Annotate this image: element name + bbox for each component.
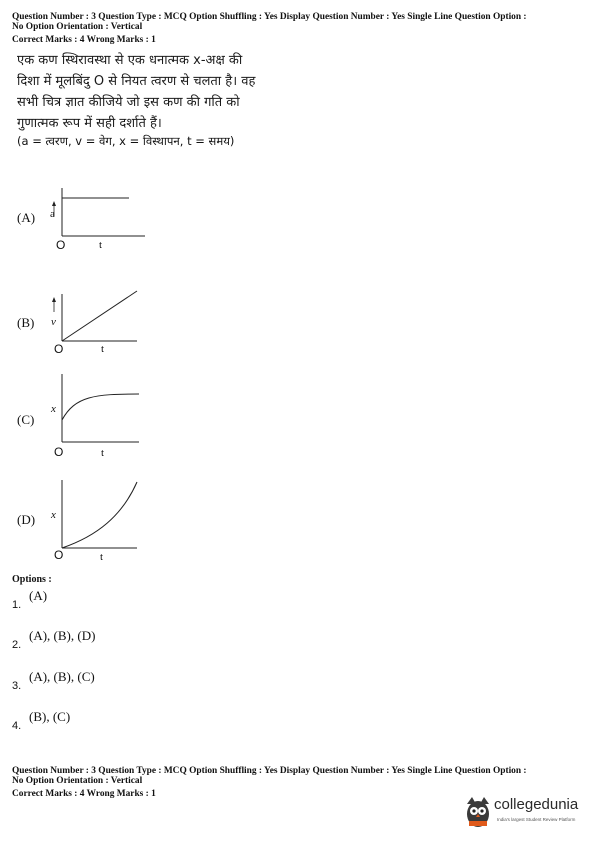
figure-tag: (B) [17, 315, 35, 330]
figure-d [17, 478, 157, 568]
question-text [17, 50, 267, 134]
question-line-3: सभी चित्र ज्ञात कीजिये जो इस कण की गति को [17, 95, 240, 110]
y-variable-label: x [51, 403, 56, 415]
figure-tag: (D) [17, 512, 36, 527]
figure-tag: (C) [17, 412, 35, 427]
graph-c [17, 372, 157, 462]
origin-label: O [56, 238, 66, 252]
figure-tag: (A) [17, 210, 36, 225]
option-text: (B), (C) [29, 709, 71, 724]
header-line-3: Correct Marks : 4 Wrong Marks : 1 [12, 35, 156, 45]
graph-d [17, 478, 157, 568]
arrowhead-icon [52, 297, 56, 302]
t-axis-label: t [99, 239, 103, 251]
linear-curve [62, 291, 137, 341]
y-variable-label: v [51, 316, 56, 328]
origin-label: O [54, 342, 64, 356]
t-axis-label: t [101, 343, 105, 355]
logo-brand-text: collegedunia [494, 796, 579, 813]
t-axis-label: t [101, 447, 105, 459]
option-text: (A), (B), (D) [29, 628, 96, 643]
collegedunia-logo [464, 792, 586, 832]
logo-tagline: India's largest Student Review Platform [497, 817, 576, 822]
question-line-4: गुणात्मक रूप में सही दर्शाते हैं। [17, 116, 162, 131]
option-number: 2. [12, 639, 22, 651]
option-text: (A) [29, 588, 48, 603]
option-number: 4. [12, 720, 22, 732]
options-heading: Options : [12, 574, 52, 585]
graph-a [17, 186, 157, 256]
header-line-2: No Option Orientation : Vertical [12, 22, 143, 32]
owl-icon [464, 792, 496, 832]
graph-b [17, 286, 157, 356]
figure-c [17, 372, 157, 462]
header-line-2: No Option Orientation : Vertical [12, 776, 143, 786]
option-number: 3. [12, 680, 22, 692]
saturating-curve [62, 394, 139, 420]
y-variable-label: x [51, 509, 56, 521]
header-line-1: Question Number : 3 Question Type : MCQ Option Shuffling : Yes Display Question Number : Yes Single Line Question Option : [12, 12, 527, 22]
arrowhead-icon [52, 201, 56, 206]
variable-legend: (a = त्वरण, v = वेग, x = विस्थापन, t = समय) [17, 134, 235, 148]
figure-a [17, 186, 157, 256]
question-line-2: दिशा में मूलबिंदु O से नियत त्वरण से चलता है। वह [17, 74, 256, 89]
y-variable-label: a [50, 208, 55, 220]
question-header [12, 12, 586, 45]
origin-label: O [54, 548, 64, 562]
option-number: 1. [12, 599, 22, 611]
option-text: (A), (B), (C) [29, 669, 95, 684]
origin-label: O [54, 445, 64, 459]
question-line-1: एक कण स्थिरावस्था से एक धनात्मक x-अक्ष की [17, 53, 243, 68]
figure-b [17, 286, 157, 356]
parabola-curve [62, 482, 137, 548]
header-line-1: Question Number : 3 Question Type : MCQ Option Shuffling : Yes Display Question Number : Yes Single Line Question Option : [12, 766, 527, 776]
t-axis-label: t [100, 551, 104, 563]
header-line-3: Correct Marks : 4 Wrong Marks : 1 [12, 789, 156, 799]
